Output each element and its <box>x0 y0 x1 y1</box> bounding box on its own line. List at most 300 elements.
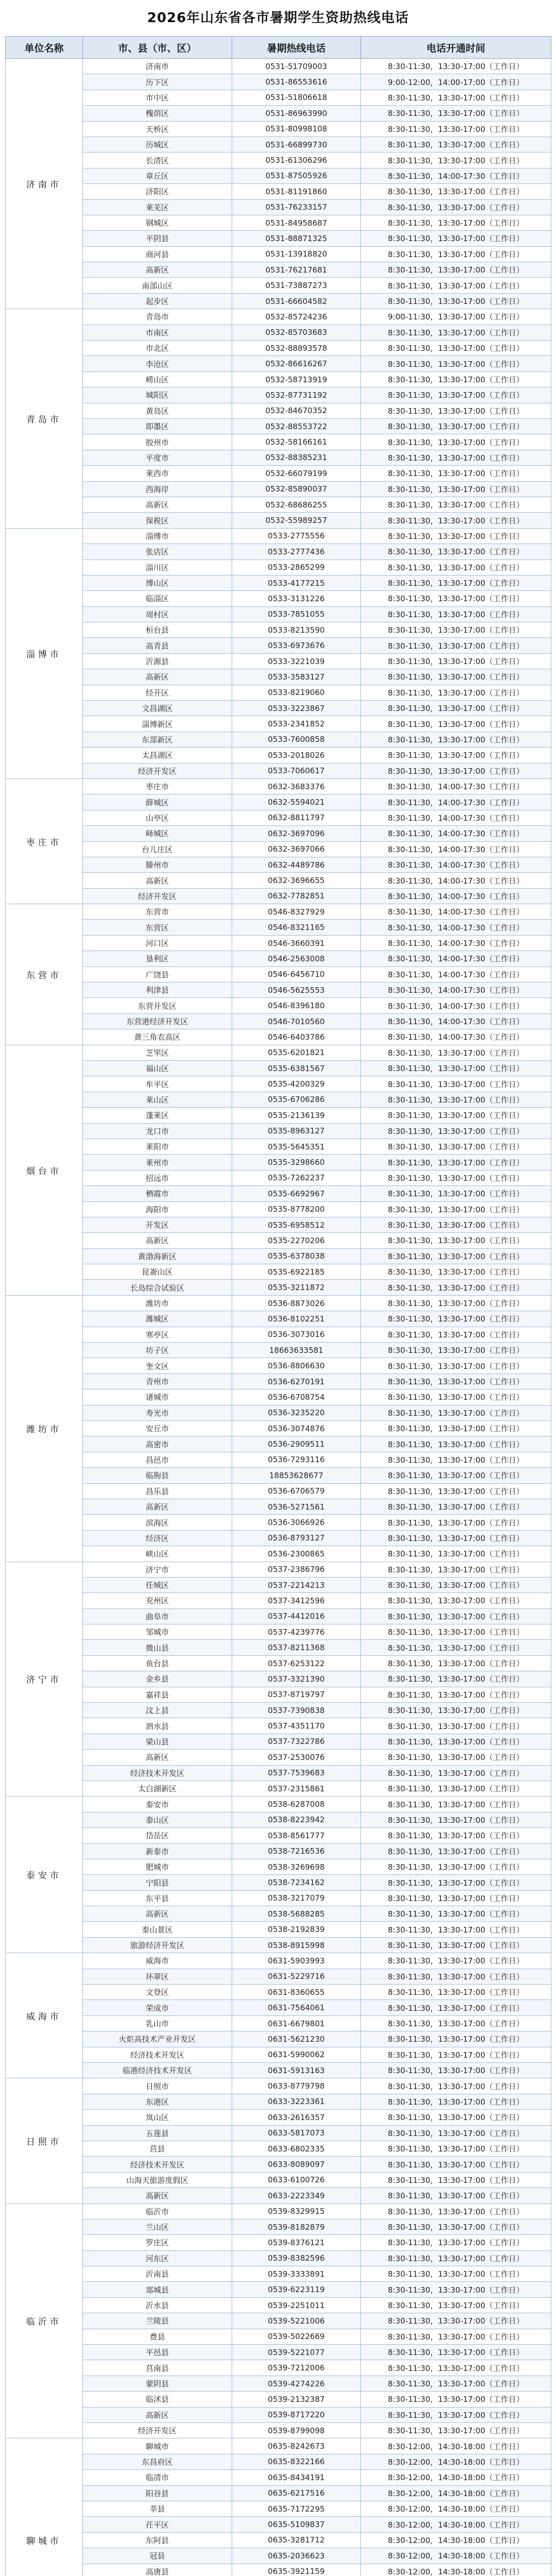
table-row <box>6 904 551 920</box>
table-row <box>6 1374 551 1389</box>
district-cell: 环翠区 <box>83 1969 232 1984</box>
district-cell: 历城区 <box>83 137 232 152</box>
phone-cell: 0533-3221039 <box>232 653 361 669</box>
district-cell: 济宁市 <box>83 1562 232 1577</box>
hours-cell: 8:30-11:30，13:30-17:00（工作日） <box>361 1718 551 1734</box>
phone-cell: 0539-7212006 <box>232 2360 361 2376</box>
district-cell: 昌邑市 <box>83 1452 232 1467</box>
district-cell: 经开区 <box>83 685 232 700</box>
table-row <box>6 168 551 183</box>
district-cell: 海阳市 <box>83 1201 232 1217</box>
table-row <box>6 669 551 685</box>
hours-cell: 8:30-11:30，13:30-17:00（工作日） <box>361 716 551 732</box>
table-row <box>6 1969 551 1984</box>
district-cell: 商河县 <box>83 246 232 262</box>
hours-cell: 8:30-11:30，13:30-17:00（工作日） <box>361 387 551 403</box>
city-cell: 日照市 <box>6 2078 83 2204</box>
hours-cell: 8:30-11:30，13:30-17:00（工作日） <box>361 371 551 387</box>
district-cell: 历下区 <box>83 74 232 90</box>
table-row <box>6 951 551 967</box>
district-cell: 经济技术开发区 <box>83 2047 232 2062</box>
hours-cell: 8:30-11:30，14:00-17:30（工作日） <box>361 857 551 872</box>
phone-cell: 0532-88553722 <box>232 418 361 434</box>
table-row <box>6 403 551 418</box>
hours-cell: 8:30-11:30，13:30-17:00（工作日） <box>361 669 551 685</box>
table-row <box>6 1311 551 1327</box>
phone-cell: 0631-5913163 <box>232 2063 361 2078</box>
phone-cell: 0535-3211872 <box>232 1280 361 1295</box>
phone-cell: 0633-3223361 <box>232 2094 361 2109</box>
table-row <box>6 1655 551 1671</box>
hours-cell: 8:30-11:30，13:30-17:00（工作日） <box>361 2141 551 2156</box>
hours-cell: 8:30-11:30，13:30-17:00（工作日） <box>361 1843 551 1859</box>
district-cell: 莒南县 <box>83 2360 232 2376</box>
table-row <box>6 778 551 794</box>
phone-cell: 0539-5022669 <box>232 2329 361 2344</box>
district-cell: 莱州市 <box>83 1155 232 1170</box>
district-cell: 青岛市 <box>83 309 232 325</box>
table-row <box>6 2125 551 2141</box>
district-cell: 高新区 <box>83 497 232 512</box>
phone-cell: 0537-3412596 <box>232 1593 361 1608</box>
phone-cell: 0538-2192839 <box>232 1922 361 1937</box>
phone-cell: 0546-6456710 <box>232 967 361 982</box>
table-row <box>6 1922 551 1937</box>
phone-cell: 0535-6706286 <box>232 1092 361 1107</box>
district-cell: 高新区 <box>83 2188 232 2204</box>
district-cell: 利津县 <box>83 982 232 998</box>
phone-cell: 0531-84958687 <box>232 215 361 230</box>
district-cell: 莒县 <box>83 2141 232 2156</box>
phone-cell: 0536-2909511 <box>232 1436 361 1452</box>
header-unit: 单位名称 <box>6 37 83 59</box>
district-cell: 乳山市 <box>83 2015 232 2031</box>
district-cell: 平度市 <box>83 450 232 465</box>
hours-cell: 8:30-11:30，13:30-17:00（工作日） <box>361 1624 551 1640</box>
hours-cell: 8:30-11:30，13:30-17:00（工作日） <box>361 1374 551 1389</box>
phone-cell: 0533-8213590 <box>232 622 361 638</box>
district-cell: 经济开发区 <box>83 888 232 904</box>
city-cell: 泰安市 <box>6 1797 83 1953</box>
district-cell: 高新区 <box>83 1906 232 1922</box>
hours-cell: 8:30-11:30，13:30-17:00（工作日） <box>361 497 551 512</box>
phone-cell: 0537-2214213 <box>232 1577 361 1592</box>
hours-cell: 8:30-11:30，13:30-17:00（工作日） <box>361 2407 551 2422</box>
hours-cell: 8:30-12:00，14:30-18:00（工作日） <box>361 2485 551 2501</box>
hours-cell: 8:30-11:30，13:30-17:00（工作日） <box>361 293 551 309</box>
phone-cell: 0537-4239776 <box>232 1624 361 1640</box>
hours-cell: 8:30-11:30，13:30-17:00（工作日） <box>361 246 551 262</box>
hours-cell: 8:30-11:30，13:30-17:00（工作日） <box>361 1217 551 1232</box>
table-row <box>6 826 551 841</box>
hours-cell: 8:30-11:30，13:30-17:00（工作日） <box>361 2392 551 2407</box>
hours-cell: 8:30-11:30，13:30-17:00（工作日） <box>361 1045 551 1060</box>
hotline-table <box>5 36 551 2576</box>
district-cell: 荣成市 <box>83 2000 232 2015</box>
table-row <box>6 1640 551 1655</box>
table-row <box>6 513 551 528</box>
table-row <box>6 106 551 121</box>
phone-cell: 0631-8360655 <box>232 1985 361 2000</box>
district-cell: 博山区 <box>83 575 232 590</box>
table-row <box>6 967 551 982</box>
table-row <box>6 2031 551 2047</box>
table-row <box>6 325 551 340</box>
table-row <box>6 1797 551 1812</box>
phone-cell: 18853628677 <box>232 1468 361 1483</box>
table-row <box>6 1562 551 1577</box>
table-row <box>6 1515 551 1530</box>
table-row <box>6 1186 551 1201</box>
hours-cell: 8:30-11:30，13:30-17:00（工作日） <box>361 2204 551 2219</box>
table-row <box>6 794 551 810</box>
phone-cell: 0632-5594021 <box>232 794 361 810</box>
hours-cell: 8:30-11:30，13:30-17:00（工作日） <box>361 2188 551 2204</box>
district-cell: 太昌湖区 <box>83 748 232 763</box>
table-row <box>6 2219 551 2234</box>
hours-cell: 8:30-11:30，13:30-17:00（工作日） <box>361 1562 551 1577</box>
phone-cell: 0546-6403786 <box>232 1029 361 1045</box>
district-cell: 潍坊市 <box>83 1295 232 1311</box>
district-cell: 高新区 <box>83 669 232 685</box>
table-row <box>6 1405 551 1420</box>
table-row <box>6 1985 551 2000</box>
hours-cell: 8:30-11:30，13:30-17:00（工作日） <box>361 606 551 622</box>
district-cell: 济南市 <box>83 59 232 74</box>
table-row <box>6 1327 551 1342</box>
phone-cell: 0539-2251011 <box>232 2297 361 2313</box>
table-row <box>6 638 551 653</box>
district-cell: 临朐县 <box>83 1468 232 1483</box>
hours-cell: 8:30-12:00，14:30-18:00（工作日） <box>361 2501 551 2516</box>
district-cell: 微山县 <box>83 1640 232 1655</box>
phone-cell: 0635-3281712 <box>232 2532 361 2548</box>
phone-cell: 0635-5109837 <box>232 2517 361 2532</box>
district-cell: 沂源县 <box>83 653 232 669</box>
hours-cell: 8:30-11:30，13:30-17:00（工作日） <box>361 1233 551 1248</box>
phone-cell: 0532-85724236 <box>232 309 361 325</box>
phone-cell: 0546-2563008 <box>232 951 361 967</box>
district-cell: 黄岛区 <box>83 403 232 418</box>
table-row <box>6 2047 551 2062</box>
hours-cell: 8:30-11:30，13:30-17:00（工作日） <box>361 59 551 74</box>
district-cell: 新泰市 <box>83 1843 232 1859</box>
phone-cell: 0536-3074876 <box>232 1420 361 1436</box>
hours-cell: 8:30-11:30，13:30-17:00（工作日） <box>361 1640 551 1655</box>
phone-cell: 0536-3235220 <box>232 1405 361 1420</box>
phone-cell: 0536-5271561 <box>232 1499 361 1514</box>
phone-cell: 0536-8102251 <box>232 1311 361 1327</box>
phone-cell: 0532-58713919 <box>232 371 361 387</box>
hours-cell: 8:30-11:30，13:30-17:00（工作日） <box>361 1703 551 1718</box>
hours-cell: 8:30-11:30，13:30-17:00（工作日） <box>361 1812 551 1827</box>
hours-cell: 8:30-11:30，13:30-17:00（工作日） <box>361 1530 551 1546</box>
phone-cell: 0632-4489786 <box>232 857 361 872</box>
hours-cell: 8:30-11:30，13:30-17:00（工作日） <box>361 1655 551 1671</box>
table-row <box>6 810 551 825</box>
city-cell: 青岛市 <box>6 309 83 528</box>
phone-cell: 0536-6708754 <box>232 1389 361 1405</box>
district-cell: 东阿县 <box>83 2532 232 2548</box>
phone-cell: 0533-7600858 <box>232 732 361 747</box>
city-cell: 淄博市 <box>6 528 83 778</box>
phone-cell: 0539-5221077 <box>232 2345 361 2360</box>
phone-cell: 0633-5817073 <box>232 2125 361 2141</box>
phone-cell: 0537-7539683 <box>232 1765 361 1781</box>
phone-cell: 0538-8223942 <box>232 1812 361 1827</box>
phone-cell: 0635-2036623 <box>232 2548 361 2564</box>
district-cell: 东营开发区 <box>83 998 232 1013</box>
phone-cell: 0539-3333891 <box>232 2266 361 2282</box>
table-row <box>6 1295 551 1311</box>
phone-cell: 0539-2132387 <box>232 2392 361 2407</box>
district-cell: 梁山县 <box>83 1734 232 1749</box>
hours-cell: 8:30-11:30，13:30-17:00（工作日） <box>361 152 551 168</box>
table-row <box>6 2345 551 2360</box>
district-cell: 垦利区 <box>83 951 232 967</box>
phone-cell: 0635-8434191 <box>232 2470 361 2485</box>
table-row <box>6 2188 551 2204</box>
table-row <box>6 2485 551 2501</box>
table-row <box>6 2157 551 2172</box>
table-row <box>6 1875 551 1890</box>
hours-cell: 8:30-11:30，13:30-17:00（工作日） <box>361 1389 551 1405</box>
phone-cell: 0539-4274226 <box>232 2376 361 2391</box>
district-cell: 宁阳县 <box>83 1875 232 1890</box>
table-row <box>6 2094 551 2109</box>
hours-cell: 8:30-11:30，13:30-17:00（工作日） <box>361 1875 551 1890</box>
city-cell: 烟台市 <box>6 1045 83 1295</box>
phone-cell: 0538-7216536 <box>232 1843 361 1859</box>
district-cell: 淄博市 <box>83 528 232 544</box>
district-cell: 岚山区 <box>83 2110 232 2125</box>
district-cell: 曲阜市 <box>83 1608 232 1624</box>
phone-cell: 0533-6973676 <box>232 638 361 653</box>
hours-cell: 8:30-11:30，14:00-17:30（工作日） <box>361 951 551 967</box>
table-row <box>6 2313 551 2329</box>
table-row <box>6 1781 551 1796</box>
district-cell: 黄三角农高区 <box>83 1029 232 1045</box>
district-cell: 文登区 <box>83 1985 232 2000</box>
phone-cell: 0635-6217516 <box>232 2485 361 2501</box>
hours-cell: 8:30-11:30，13:30-17:00（工作日） <box>361 2000 551 2015</box>
district-cell: 文昌湖区 <box>83 701 232 716</box>
table-row <box>6 1155 551 1170</box>
table-row <box>6 1718 551 1734</box>
hours-cell: 8:30-11:30，13:30-17:00（工作日） <box>361 1890 551 1906</box>
hours-cell: 8:30-11:30，13:30-17:00（工作日） <box>361 2266 551 2282</box>
phone-cell: 0533-7060617 <box>232 763 361 778</box>
hours-cell: 8:30-11:30，14:00-17:30（工作日） <box>361 778 551 794</box>
district-cell: 经济开发区 <box>83 763 232 778</box>
table-row <box>6 2110 551 2125</box>
phone-cell: 0535-6381567 <box>232 1061 361 1076</box>
phone-cell: 0537-6253122 <box>232 1655 361 1671</box>
phone-cell: 0632-7782851 <box>232 888 361 904</box>
phone-cell: 0535-7262237 <box>232 1170 361 1185</box>
hours-cell: 8:30-11:30，13:30-17:00（工作日） <box>361 560 551 575</box>
table-row <box>6 1906 551 1922</box>
hours-cell: 8:30-11:30，13:30-17:00（工作日） <box>361 1953 551 1969</box>
phone-cell: 0536-8806630 <box>232 1358 361 1374</box>
phone-cell: 0531-51709003 <box>232 59 361 74</box>
table-row <box>6 716 551 732</box>
table-row <box>6 2235 551 2250</box>
phone-cell: 0533-2777436 <box>232 544 361 560</box>
phone-cell: 0535-6922185 <box>232 1264 361 1280</box>
table-row <box>6 622 551 638</box>
district-cell: 槐荫区 <box>83 106 232 121</box>
phone-cell: 0533-3223867 <box>232 701 361 716</box>
phone-cell: 0538-8915998 <box>232 1937 361 1953</box>
district-cell: 李沧区 <box>83 356 232 371</box>
phone-cell: 0533-2341852 <box>232 716 361 732</box>
hours-cell: 8:30-11:30，13:30-17:00（工作日） <box>361 1420 551 1436</box>
hours-cell: 8:30-11:30，13:30-17:00（工作日） <box>361 2376 551 2391</box>
table-row <box>6 278 551 293</box>
table-row <box>6 387 551 403</box>
phone-cell: 0537-7390838 <box>232 1703 361 1718</box>
table-row <box>6 418 551 434</box>
district-cell: 黄渤海新区 <box>83 1248 232 1264</box>
phone-cell: 0539-8717220 <box>232 2407 361 2422</box>
hours-cell: 8:30-11:30，13:30-17:00（工作日） <box>361 2297 551 2313</box>
table-row <box>6 732 551 747</box>
table-row <box>6 2532 551 2548</box>
table-row <box>6 2407 551 2422</box>
district-cell: 鱼台县 <box>83 1655 232 1671</box>
table-row <box>6 199 551 215</box>
table-row <box>6 371 551 387</box>
hours-cell: 8:30-11:30，13:30-17:00（工作日） <box>361 1797 551 1812</box>
table-row <box>6 1687 551 1702</box>
hours-cell: 8:30-12:00，14:30-18:00（工作日） <box>361 2454 551 2469</box>
hours-cell: 8:30-11:30，13:30-17:00（工作日） <box>361 2110 551 2125</box>
hours-cell: 8:30-11:30，13:30-17:00（工作日） <box>361 2094 551 2109</box>
table-row <box>6 841 551 857</box>
phone-cell: 0532-85890037 <box>232 481 361 497</box>
hours-cell: 8:30-11:30，14:00-17:30（工作日） <box>361 873 551 888</box>
district-cell: 峄城区 <box>83 826 232 841</box>
phone-cell: 0533-7851055 <box>232 606 361 622</box>
hours-cell: 8:30-11:30，14:00-17:30（工作日） <box>361 168 551 183</box>
hours-cell: 8:30-11:30，13:30-17:00（工作日） <box>361 1343 551 1358</box>
phone-cell: 0538-8561777 <box>232 1828 361 1843</box>
hours-cell: 8:30-11:30，13:30-17:00（工作日） <box>361 2235 551 2250</box>
phone-cell: 0536-6270191 <box>232 1374 361 1389</box>
hours-cell: 8:30-11:30，14:00-17:30（工作日） <box>361 841 551 857</box>
phone-cell: 0546-5625553 <box>232 982 361 998</box>
phone-cell: 0532-68686255 <box>232 497 361 512</box>
hours-cell: 8:30-11:30，13:30-17:00（工作日） <box>361 418 551 434</box>
table-row <box>6 591 551 606</box>
phone-cell: 0531-73887273 <box>232 278 361 293</box>
hours-cell: 8:30-11:30，13:30-17:00（工作日） <box>361 1969 551 1984</box>
district-cell: 平邑县 <box>83 2345 232 2360</box>
table-row <box>6 1530 551 1546</box>
district-cell: 火炬高技术产业开发区 <box>83 2031 232 2047</box>
table-row <box>6 1389 551 1405</box>
district-cell: 长清区 <box>83 152 232 168</box>
district-cell: 东港区 <box>83 2094 232 2109</box>
table-row <box>6 2392 551 2407</box>
phone-cell: 0535-2270206 <box>232 1233 361 1248</box>
district-cell: 峡山区 <box>83 1546 232 1562</box>
phone-cell: 0532-85703683 <box>232 325 361 340</box>
phone-cell: 0531-80998108 <box>232 121 361 137</box>
hours-cell: 8:30-11:30，13:30-17:00（工作日） <box>361 1734 551 1749</box>
phone-cell: 0633-8089097 <box>232 2157 361 2172</box>
header-phone: 暑期热线电话 <box>232 37 361 59</box>
hours-cell: 8:30-11:30，13:30-17:00（工作日） <box>361 466 551 481</box>
district-cell: 临淄区 <box>83 591 232 606</box>
district-cell: 日照市 <box>83 2078 232 2094</box>
table-row <box>6 1013 551 1029</box>
district-cell: 沂南县 <box>83 2266 232 2282</box>
phone-cell: 0633-8779798 <box>232 2078 361 2094</box>
hours-cell: 8:30-11:30，13:30-17:00（工作日） <box>361 748 551 763</box>
phone-cell: 0633-2616357 <box>232 2110 361 2125</box>
table-row <box>6 544 551 560</box>
district-cell: 河东区 <box>83 2250 232 2266</box>
table-row <box>6 1358 551 1374</box>
district-cell: 福山区 <box>83 1061 232 1076</box>
hours-cell: 8:30-11:30，13:30-17:00（工作日） <box>361 653 551 669</box>
hours-cell: 8:30-11:30，13:30-17:00（工作日） <box>361 638 551 653</box>
phone-cell: 0632-3696655 <box>232 873 361 888</box>
table-row <box>6 2282 551 2297</box>
hours-cell: 8:30-11:30，13:30-17:00（工作日） <box>361 1436 551 1452</box>
phone-cell: 18663633581 <box>232 1343 361 1358</box>
phone-cell: 0535-8778200 <box>232 1201 361 1217</box>
district-cell: 昌乐县 <box>83 1483 232 1499</box>
table-row <box>6 1468 551 1483</box>
table-row <box>6 1217 551 1232</box>
hours-cell: 8:30-11:30，13:30-17:00（工作日） <box>361 2063 551 2078</box>
phone-cell: 0532-86616267 <box>232 356 361 371</box>
table-row <box>6 1828 551 1843</box>
district-cell: 桓台县 <box>83 622 232 638</box>
phone-cell: 0546-3660391 <box>232 935 361 951</box>
table-row <box>6 2454 551 2469</box>
district-cell: 临清市 <box>83 2470 232 2485</box>
hours-cell: 8:30-11:30，13:30-17:00（工作日） <box>361 1593 551 1608</box>
district-cell: 高新区 <box>83 1750 232 1765</box>
hours-cell: 8:30-11:30，13:30-17:00（工作日） <box>361 450 551 465</box>
table-row <box>6 1734 551 1749</box>
phone-cell: 0538-5688285 <box>232 1906 361 1922</box>
hours-cell: 8:30-11:30，13:30-17:00（工作日） <box>361 701 551 716</box>
phone-cell: 0533-2865299 <box>232 560 361 575</box>
table-row <box>6 1139 551 1154</box>
phone-cell: 0535-6201821 <box>232 1045 361 1060</box>
table-row <box>6 2376 551 2391</box>
district-cell: 滕州市 <box>83 857 232 872</box>
district-cell: 临沭县 <box>83 2392 232 2407</box>
table-row <box>6 1937 551 1953</box>
district-cell: 郯城县 <box>83 2282 232 2297</box>
table-row <box>6 1890 551 1906</box>
phone-cell: 0535-8963127 <box>232 1123 361 1139</box>
hours-cell: 8:30-11:30，14:00-17:30（工作日） <box>361 794 551 810</box>
phone-cell: 0531-88871325 <box>232 231 361 246</box>
phone-cell: 0635-8322166 <box>232 2454 361 2469</box>
hours-cell: 8:30-11:30，13:30-17:00（工作日） <box>361 1985 551 2000</box>
table-row <box>6 90 551 105</box>
district-cell: 坊子区 <box>83 1343 232 1358</box>
phone-cell: 0539-8329915 <box>232 2204 361 2219</box>
hours-cell: 8:30-11:30，13:30-17:00（工作日） <box>361 481 551 497</box>
